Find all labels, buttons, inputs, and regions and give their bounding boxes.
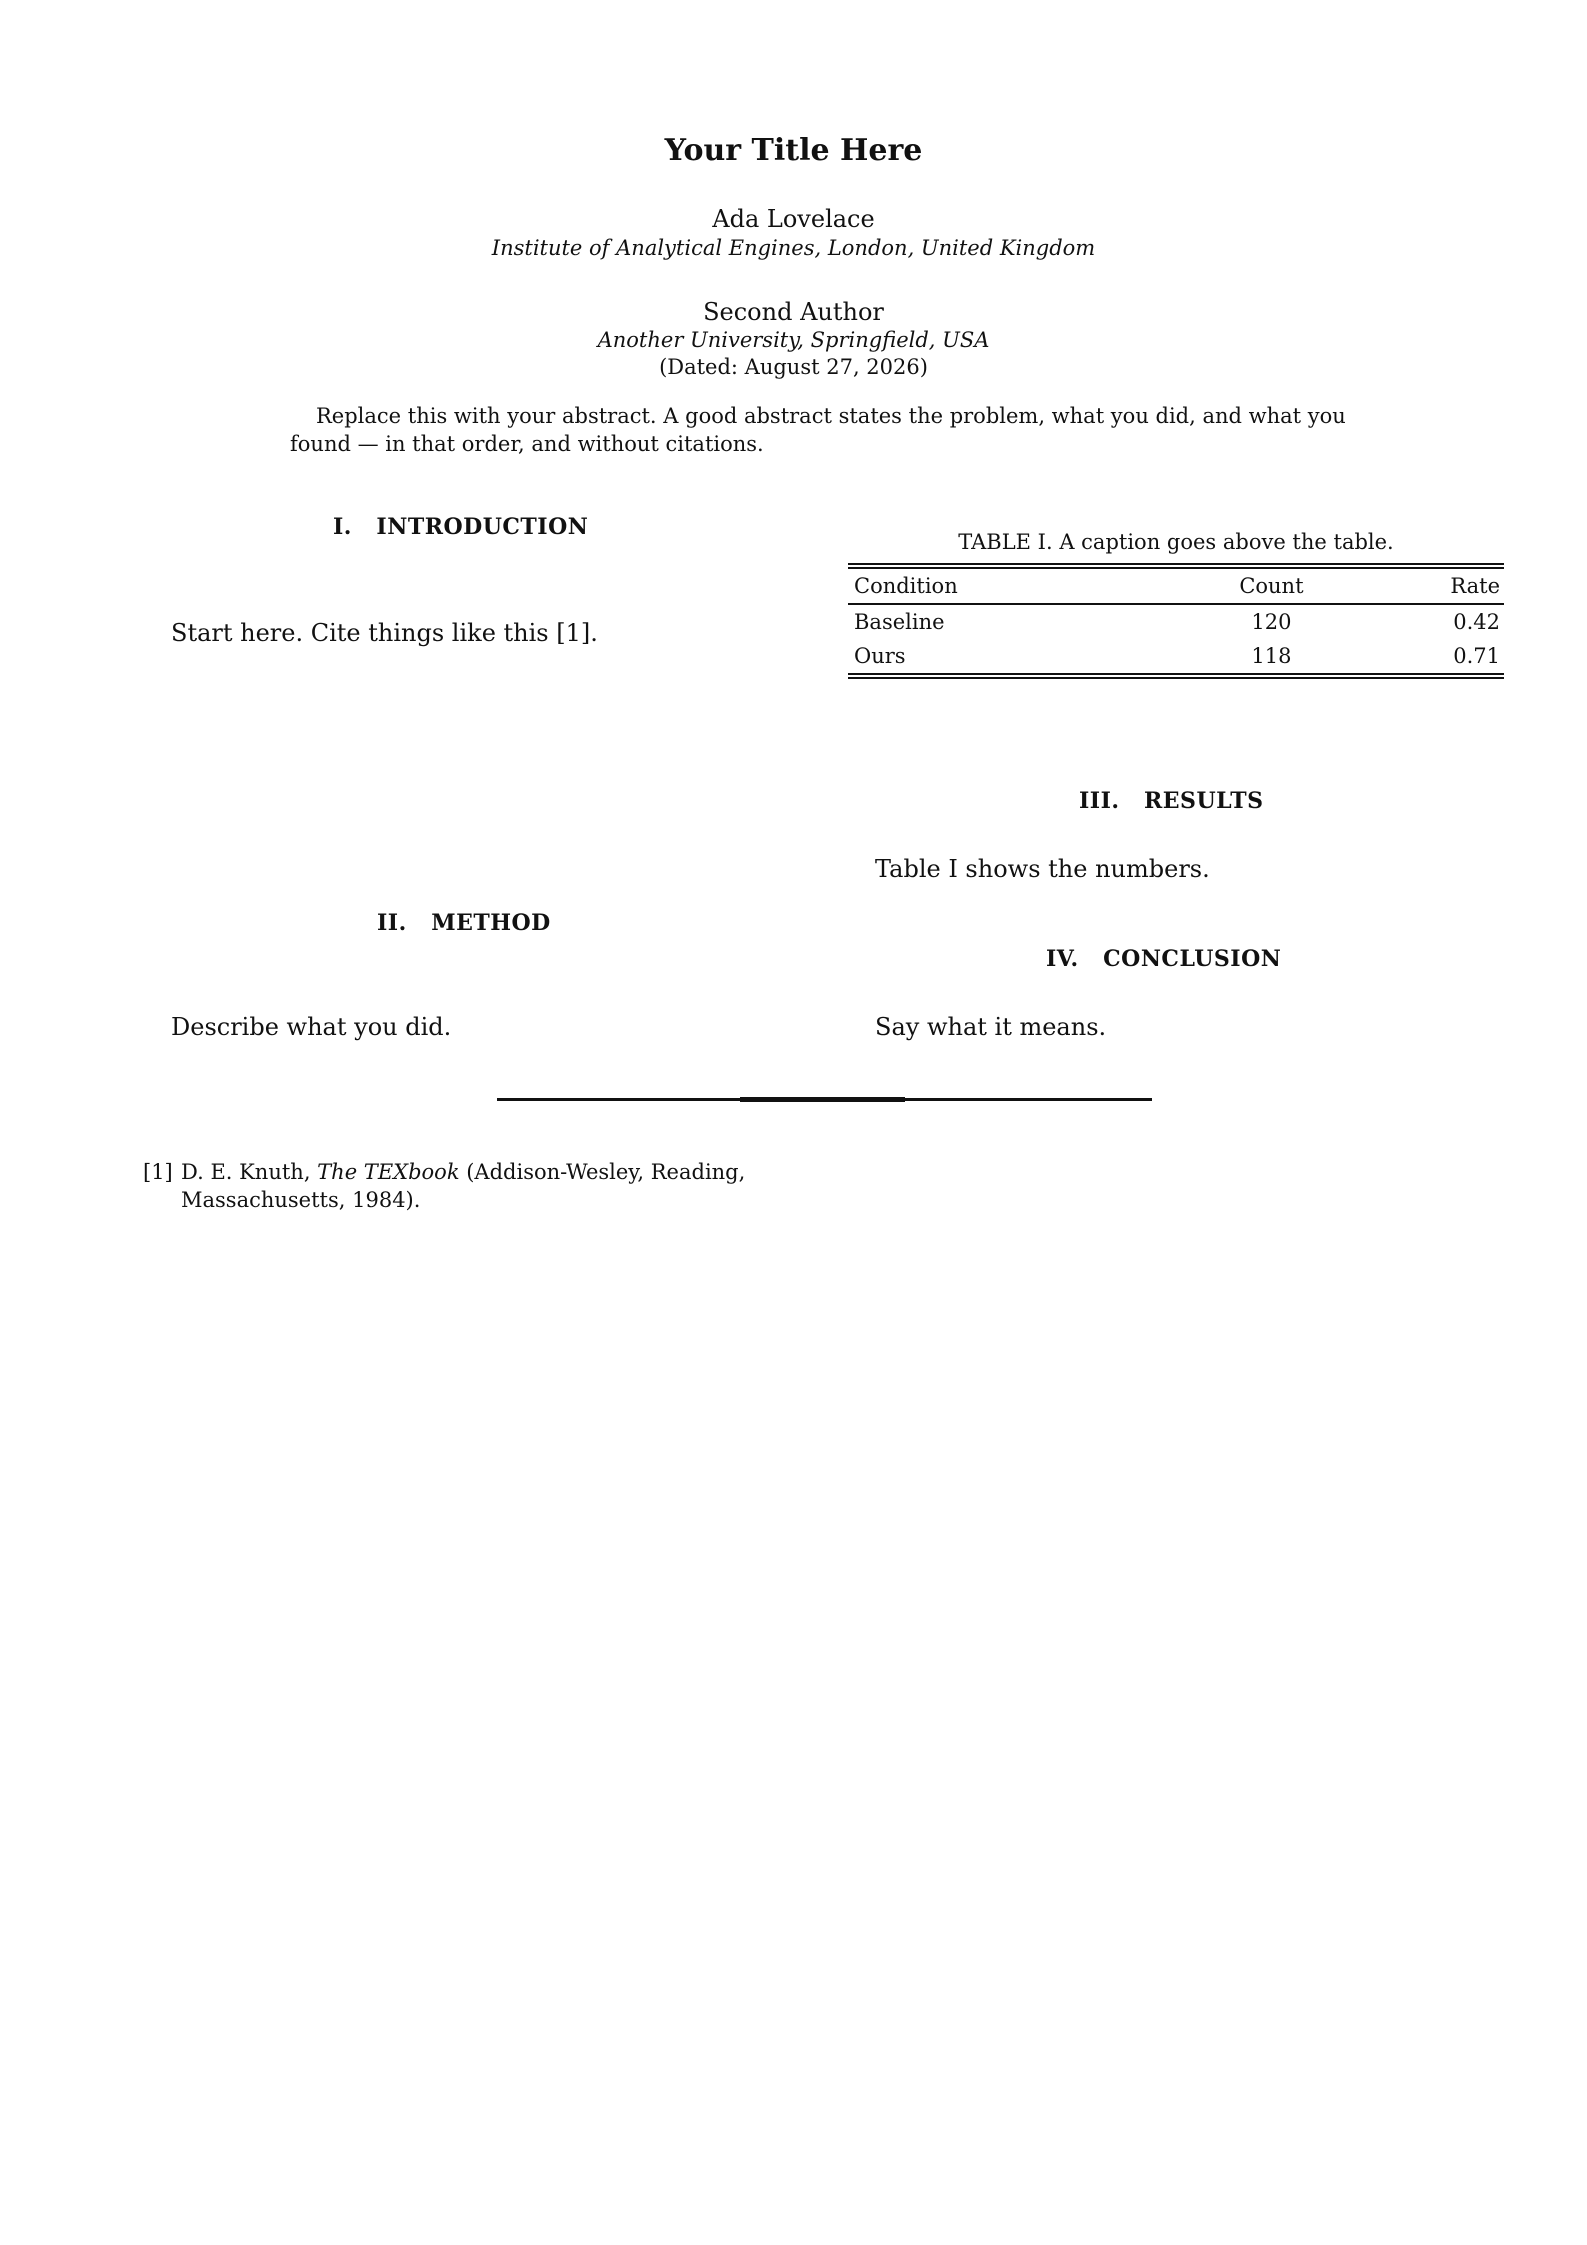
section-heading-introduction: I. INTRODUCTION: [333, 514, 589, 540]
reference-title: The TEXbook: [317, 1160, 460, 1184]
section-body-conclusion: Say what it means.: [875, 1013, 1107, 1041]
data-table: [848, 563, 1504, 679]
references-separator-center: [740, 1097, 905, 1102]
table-header-cell: Count: [1239, 574, 1304, 598]
table-header-cell: Rate: [1450, 574, 1500, 598]
reference-item: [143, 1158, 803, 1214]
table-caption-label: TABLE I.: [958, 530, 1053, 554]
paper-title: Your Title Here: [664, 133, 923, 168]
author-1-affiliation: Institute of Analytical Engines, London, United Kingdom: [491, 236, 1096, 260]
section-body-introduction: Start here. Cite things like this [1].: [171, 619, 598, 647]
reference-text: [181, 1158, 803, 1214]
reference-publisher: (Addison-Wesley, Reading, Massachusetts, 1984).: [181, 1160, 746, 1212]
table-row: [848, 605, 1504, 639]
author-2-name: Second Author: [703, 298, 884, 326]
table-caption: [848, 530, 1504, 554]
reference-authors: D. E. Knuth,: [181, 1160, 318, 1184]
table-cell: 118: [1251, 644, 1292, 668]
table-caption-text: A caption goes above the table.: [1052, 530, 1394, 554]
table-row: [848, 639, 1504, 673]
author-2-affiliation: Another University, Springfield, USA: [597, 328, 990, 352]
section-heading-method: II. METHOD: [377, 910, 551, 936]
author-1-name: Ada Lovelace: [712, 205, 875, 233]
section-heading-results: III. RESULTS: [1079, 788, 1264, 814]
abstract: Replace this with your abstract. A good abstract states the problem, what you did, and what you found — in that order, and without citations.: [290, 404, 1346, 456]
table-cell: 0.42: [1453, 610, 1500, 634]
table-cell: 120: [1251, 610, 1292, 634]
section-body-results: Table I shows the numbers.: [875, 855, 1210, 883]
reference-number: [1]: [143, 1160, 173, 1184]
table-header-row: [848, 569, 1504, 603]
section-body-method: Describe what you did.: [171, 1013, 452, 1041]
table-header-cell: Condition: [854, 574, 958, 598]
table-bottom-rule: [848, 673, 1504, 679]
table-cell: 0.71: [1453, 644, 1500, 668]
section-heading-conclusion: IV. CONCLUSION: [1046, 946, 1282, 972]
table-cell: Baseline: [854, 610, 945, 634]
table-cell: Ours: [854, 644, 906, 668]
date-line: (Dated: August 27, 2026): [659, 355, 928, 379]
